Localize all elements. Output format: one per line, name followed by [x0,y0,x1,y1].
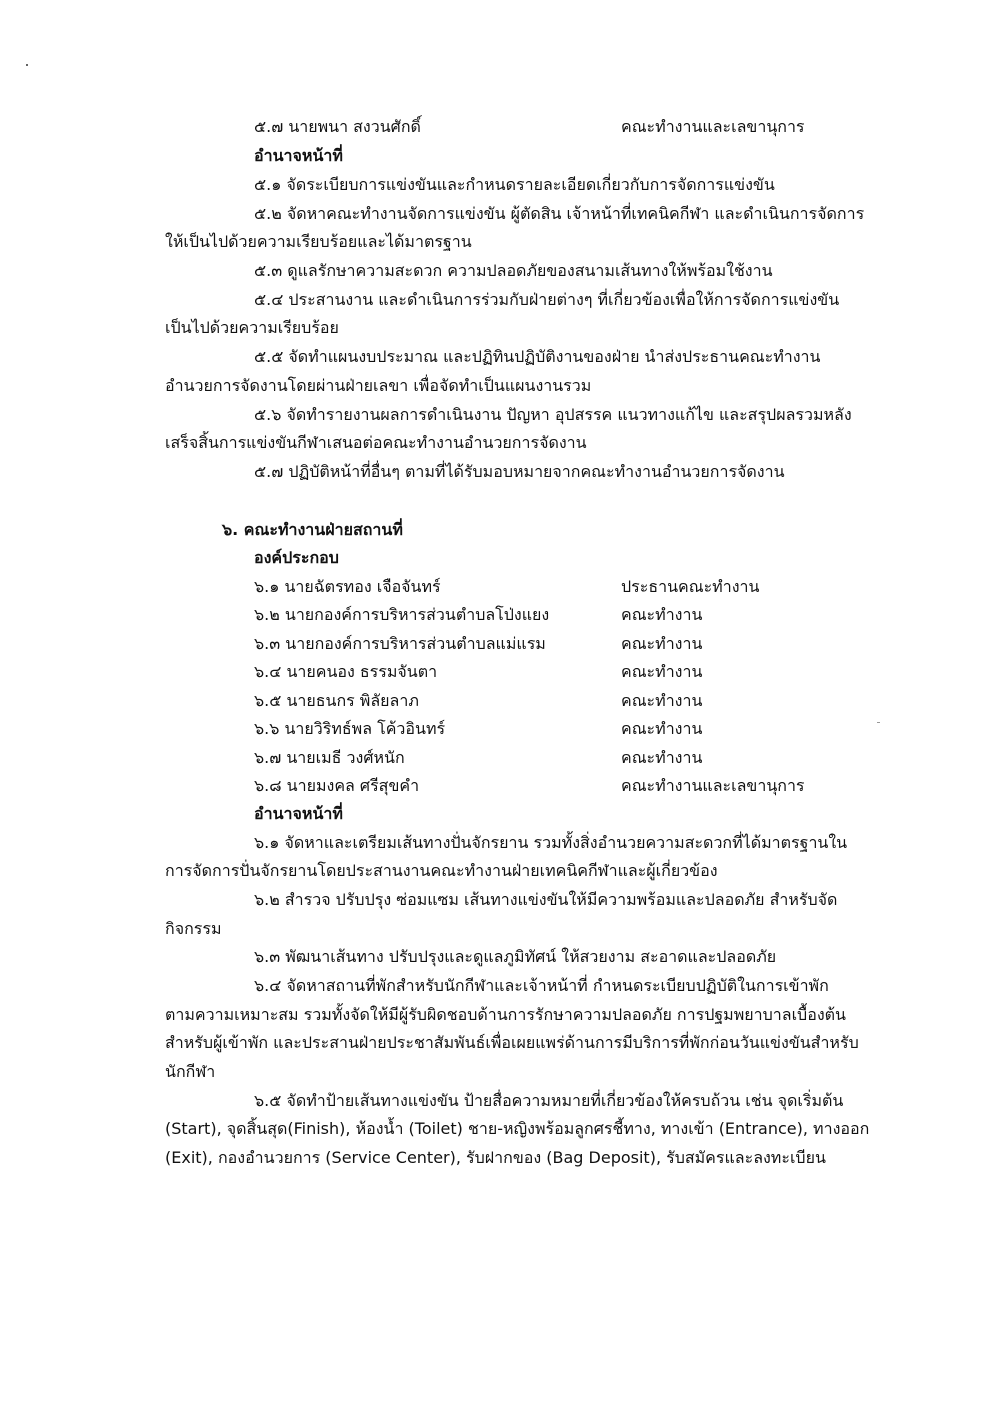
member-6-4-name: ๖.๔ นายคนอง ธรรมจันตา [254,662,438,681]
duty-6-4-line1: ๖.๔ จัดหาสถานที่พักสำหรับนักกีฬาและเจ้าหน้าที่ กำหนดระเบียบปฏิบัติในการเข้าพัก [254,976,829,995]
duty-6-4-line3: สำหรับผู้เข้าพัก และประสานฝ่ายประชาสัมพันธ์เพื่อเผยแพร่ด้านการมีบริการที่พักก่อนวันแข่งขันสำหรับ [165,1033,859,1052]
duty-5-6-line2: เสร็จสิ้นการแข่งขันกีฬาเสนอต่อคณะทำงานอำนวยการจัดงาน [165,433,587,452]
duty-5-7: ๕.๗ ปฏิบัติหน้าที่อื่นๆ ตามที่ได้รับมอบหมายจากคณะทำงานอำนวยการจัดงาน [254,462,785,481]
duty-heading-6: อำนาจหน้าที่ [254,804,343,823]
member-6-2-name: ๖.๒ นายกองค์การบริหารส่วนตำบลโป่งแยง [254,605,550,624]
duty-6-3: ๖.๓ พัฒนาเส้นทาง ปรับปรุงและดูแลภูมิทัศน์ ให้สวยงาม สะอาดและปลอดภัย [254,947,777,966]
composition-heading-6: องค์ประกอบ [254,548,339,567]
duty-5-1: ๕.๑ จัดระเบียบการแข่งขันและกำหนดรายละเอียดเกี่ยวกับการจัดการแข่งขัน [254,175,775,194]
member-6-5-role: คณะทำงาน [621,691,703,710]
duty-5-3: ๕.๓ ดูแลรักษาความสะดวก ความปลอดภัยของสนามเส้นทางให้พร้อมใช้งาน [254,261,773,280]
duty-6-5-line3: (Exit), กองอำนวยการ (Service Center), รับฝากของ (Bag Deposit), รับสมัครและลงทะเบียน [165,1148,826,1167]
member-5-7-role: คณะทำงานและเลขานุการ [621,117,805,136]
scan-speck [877,722,880,723]
duty-5-6-line1: ๕.๖ จัดทำรายงานผลการดำเนินงาน ปัญหา อุปสรรค แนวทางแก้ไข และสรุปผลรวมหลัง [254,405,852,424]
duty-5-2-line2: ให้เป็นไปด้วยความเรียบร้อยและได้มาตรฐาน [165,232,472,251]
member-6-3-role: คณะทำงาน [621,634,703,653]
duty-5-5-line1: ๕.๕ จัดทำแผนงบประมาณ และปฏิทินปฏิบัติงานของฝ่าย นำส่งประธานคณะทำงาน [254,347,821,366]
duty-5-4-line2: เป็นไปด้วยความเรียบร้อย [165,318,339,337]
section-6-heading: ๖. คณะทำงานฝ่ายสถานที่ [222,520,403,539]
member-6-1-name: ๖.๑ นายฉัตรทอง เจือจันทร์ [254,577,441,596]
member-6-6-role: คณะทำงาน [621,719,703,738]
duty-6-5-line1: ๖.๕ จัดทำป้ายเส้นทางแข่งขัน ป้ายสื่อความหมายที่เกี่ยวข้องให้ครบถ้วน เช่น จุดเริ่มต้น [254,1091,844,1110]
member-6-8-role: คณะทำงานและเลขานุการ [621,776,805,795]
duty-5-5-line2: อำนวยการจัดงานโดยผ่านฝ่ายเลขา เพื่อจัดทำเป็นแผนงานรวม [165,376,592,395]
duty-6-1-line2: การจัดการปั่นจักรยานโดยประสานงานคณะทำงานฝ่ายเทคนิคกีฬาและผู้เกี่ยวข้อง [165,861,718,880]
duty-5-2-line1: ๕.๒ จัดหาคณะทำงานจัดการแข่งขัน ผู้ตัดสิน เจ้าหน้าที่เทคนิคกีฬา และดำเนินการจัดการ [254,204,865,223]
duty-6-2-line2: กิจกรรม [165,919,222,938]
member-6-4-role: คณะทำงาน [621,662,703,681]
member-6-8-name: ๖.๘ นายมงคล ศรีสุขคำ [254,776,420,795]
member-6-5-name: ๖.๕ นายธนกร พิลัยลาภ [254,691,419,710]
duty-5-4-line1: ๕.๔ ประสานงาน และดำเนินการร่วมกับฝ่ายต่างๆ ที่เกี่ยวข้องเพื่อให้การจัดการแข่งขัน [254,290,840,309]
member-6-1-role: ประธานคณะทำงาน [621,577,760,596]
member-5-7-name: ๕.๗ นายพนา สงวนศักดิ์ [254,117,421,136]
member-6-6-name: ๖.๖ นายวิริทธ์พล โค้วอินทร์ [254,719,446,738]
duty-6-5-line2: (Start), จุดสิ้นสุด(Finish), ห้องน้ำ (Toilet) ชาย-หญิงพร้อมลูกศรชี้ทาง, ทางเข้า (Entrance), ทางออก [165,1119,870,1138]
member-6-7-name: ๖.๗ นายเมธี วงศ์หนัก [254,748,405,767]
member-6-3-name: ๖.๓ นายกองค์การบริหารส่วนตำบลแม่แรม [254,634,546,653]
duty-6-2-line1: ๖.๒ สำรวจ ปรับปรุง ซ่อมแซม เส้นทางแข่งขันให้มีความพร้อมและปลอดภัย สำหรับจัด [254,890,838,909]
duty-heading-5: อำนาจหน้าที่ [254,146,343,165]
scan-dot [26,64,28,66]
duty-6-1-line1: ๖.๑ จัดหาและเตรียมเส้นทางปั่นจักรยาน รวมทั้งสิ่งอำนวยความสะดวกที่ได้มาตรฐานใน [254,833,848,852]
duty-6-4-line4: นักกีฬา [165,1062,216,1081]
member-6-7-role: คณะทำงาน [621,748,703,767]
member-6-2-role: คณะทำงาน [621,605,703,624]
duty-6-4-line2: ตามความเหมาะสม รวมทั้งจัดให้มีผู้รับผิดชอบด้านการรักษาความปลอดภัย การปฐมพยาบาลเบื้องต้น [165,1005,846,1024]
